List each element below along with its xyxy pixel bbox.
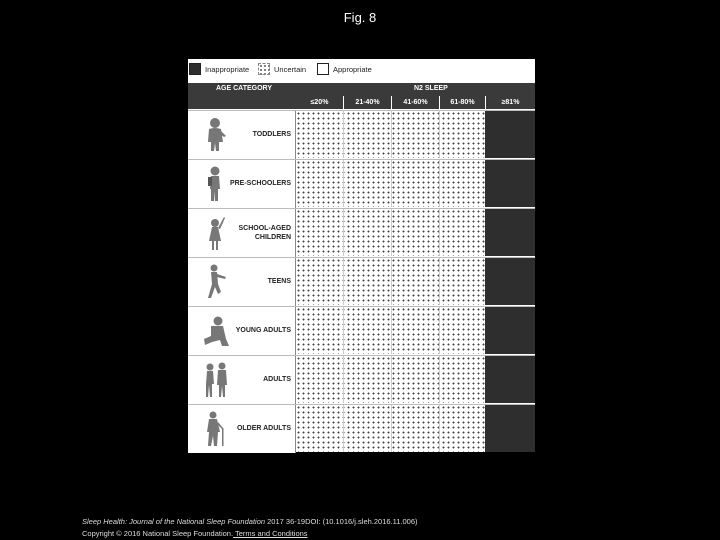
legend-appropriate — [317, 62, 372, 76]
table-row — [188, 110, 535, 158]
inappropriate-cell — [485, 307, 535, 354]
age-category-header: AGE CATEGORY — [216, 85, 273, 92]
table-header-columns — [188, 96, 535, 109]
table-header-top — [188, 83, 535, 96]
row-label: TODDLERS — [252, 131, 291, 138]
inappropriate-swatch-icon — [189, 63, 201, 75]
citation-details: 2017 36-19DOI: (10.1016/j.sleh.2016.11.006) — [265, 517, 418, 526]
row-label-cell — [188, 307, 296, 355]
table-row — [188, 257, 535, 305]
row-label-cell — [188, 405, 296, 453]
inappropriate-cell — [485, 209, 535, 256]
figure-title: Fig. 8 — [343, 10, 377, 25]
n2-sleep-header: N2 SLEEP — [414, 85, 448, 92]
row-label-cell — [188, 160, 296, 208]
citation-line-2 — [82, 528, 418, 540]
copyright-text: Copyright © 2016 National Sleep Foundation. — [82, 529, 234, 538]
row-label: TEENS — [267, 278, 291, 285]
column-header: 61-80% — [450, 99, 475, 106]
row-label: OLDER ADULTS — [236, 425, 291, 432]
inappropriate-cell — [485, 258, 535, 305]
citation-line-1 — [82, 516, 418, 528]
journal-name: Sleep Health: Journal of the National Sleep Foundation — [82, 517, 266, 526]
row-label: YOUNG ADULTS — [235, 327, 291, 334]
row-label-cell — [188, 111, 296, 159]
legend-inappropriate — [189, 62, 249, 76]
row-label: SCHOOL-AGED CHILDREN — [238, 224, 291, 241]
inappropriate-cell — [485, 356, 535, 403]
column-header: 21-40% — [355, 99, 380, 106]
inappropriate-cell — [485, 160, 535, 207]
legend — [188, 59, 535, 81]
legend-appropriate-label: Appropriate — [333, 64, 372, 74]
terms-link[interactable]: Terms and Conditions — [233, 529, 308, 538]
table-row — [188, 306, 535, 354]
legend-inappropriate-label: Inappropriate — [205, 64, 250, 74]
table-row — [188, 355, 535, 403]
row-label-cell — [188, 356, 296, 404]
sleep-appropriateness-table — [188, 59, 535, 452]
table-row — [188, 404, 535, 452]
row-label: ADULTS — [263, 376, 291, 383]
legend-uncertain-label: Uncertain — [274, 64, 307, 74]
row-label-cell — [188, 258, 296, 306]
row-label-cell — [188, 209, 296, 257]
inappropriate-cell — [485, 111, 535, 158]
inappropriate-cell — [485, 405, 535, 452]
column-header: 41-60% — [403, 99, 428, 106]
legend-uncertain — [258, 62, 306, 76]
citation — [82, 516, 418, 540]
table-body — [188, 110, 535, 451]
uncertain-swatch-icon — [258, 63, 270, 75]
row-label: PRE-SCHOOLERS — [229, 180, 291, 187]
appropriate-swatch-icon — [317, 63, 329, 75]
table-row — [188, 208, 535, 256]
table-row — [188, 159, 535, 207]
column-header: ≤20% — [310, 99, 329, 106]
column-header: ≥81% — [501, 99, 520, 106]
